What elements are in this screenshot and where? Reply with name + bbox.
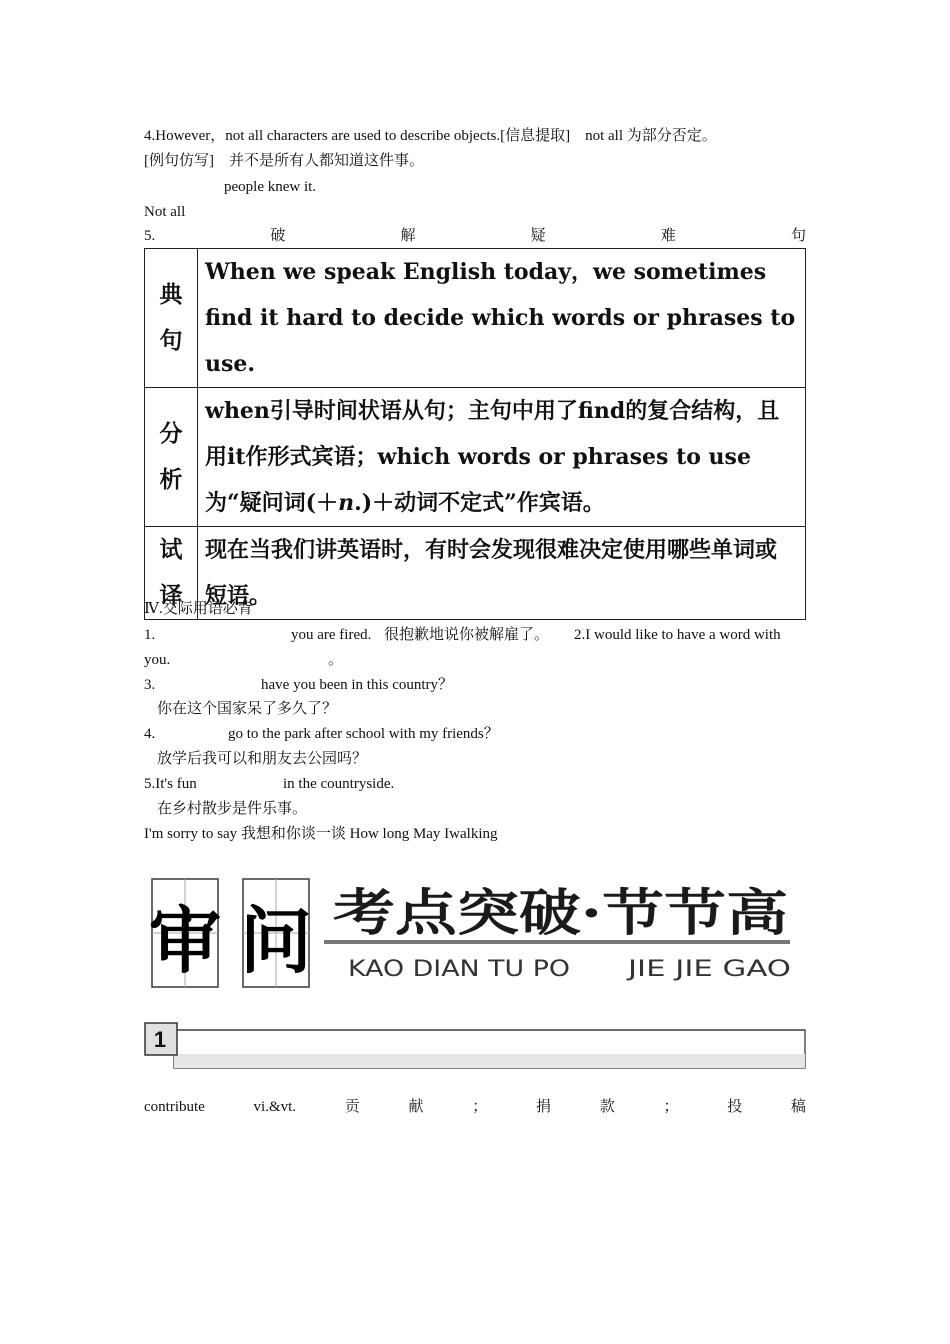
vocab-part: 献 xyxy=(408,1099,424,1115)
banner-pinyin-right: JIE JIE GAO xyxy=(625,957,791,982)
heading-part: 解 xyxy=(400,228,416,244)
char-box-2 xyxy=(240,879,312,987)
q4-translation: 放学后我可以和朋友去公园吗？ xyxy=(157,751,368,767)
q2-translation: 。 xyxy=(328,652,344,668)
line-not-all: Not all xyxy=(144,204,186,220)
heading-part: 5. xyxy=(144,228,156,244)
q2-end: you. xyxy=(144,652,171,668)
line-difficult-sentence-heading xyxy=(144,226,806,246)
section-banner xyxy=(148,872,798,992)
row-text: when引导时间状语从句；主句中用了find的复合结构，且用it作形式宾语；which words or phrases to use为“疑问词(＋n.)＋动词不定式”作宾语。 xyxy=(198,388,806,527)
banner-title: 考点突破·节节高 xyxy=(333,883,788,942)
q5-end: in the countryside. xyxy=(283,776,395,792)
answer-key: I'm sorry to say 我想和你谈一谈 How long May Iwalking xyxy=(144,826,498,842)
line-people-knew: people knew it. xyxy=(224,179,317,195)
heading-part: 破 xyxy=(270,228,286,244)
row-label: 分 析 xyxy=(145,388,198,527)
char-box-1 xyxy=(149,879,221,987)
line-example-4: 4.However，not all characters are used to describe objects.[信息提取] not all 为部分否定。 xyxy=(144,128,717,144)
row-label: 试 译 xyxy=(145,527,198,620)
heading-part: 疑 xyxy=(530,228,546,244)
q5-text: 5.It's fun xyxy=(144,776,197,792)
row-label: 典 句 xyxy=(145,249,198,388)
vocab-part: 捐 xyxy=(535,1099,551,1115)
q2-text: 2.I would like to have a word with xyxy=(574,627,781,643)
numbered-section-box xyxy=(144,1022,806,1070)
q5-translation: 在乡村散步是件乐事。 xyxy=(157,801,308,817)
section-number: 1 xyxy=(153,1027,167,1052)
heading-part: 难 xyxy=(660,228,676,244)
table-row xyxy=(145,388,806,527)
vocab-part: 款 xyxy=(599,1099,615,1115)
q3-text: have you been in this country？ xyxy=(261,677,454,693)
heading-part: 句 xyxy=(790,228,806,244)
banner-char-2: 问 xyxy=(239,899,313,983)
row-text: 现在当我们讲英语时，有时会发现很难决定使用哪些单词或短语。 xyxy=(198,527,806,620)
vocab-part: 稿 xyxy=(790,1099,806,1115)
q1-text: you are fired. xyxy=(291,627,372,643)
q3-num: 3. xyxy=(144,677,156,693)
q4-num: 4. xyxy=(144,726,156,742)
vocab-pos: vi.&vt. xyxy=(253,1099,297,1115)
vocab-part: 贡 xyxy=(344,1099,360,1115)
table-row xyxy=(145,249,806,388)
section-heading: Ⅳ.交际用语必背 xyxy=(144,601,253,617)
vocab-part: ； xyxy=(472,1099,488,1115)
q3-translation: 你在这个国家呆了多久了？ xyxy=(157,701,338,717)
q1-translation: 很抱歉地说你被解雇了。 xyxy=(384,627,550,643)
banner-pinyin-left: KAO DIAN TU PO xyxy=(348,957,570,982)
sentence-analysis-table xyxy=(144,248,806,620)
vocab-part: ； xyxy=(663,1099,679,1115)
vocab-part: 投 xyxy=(727,1099,743,1115)
q1-num: 1. xyxy=(144,627,156,643)
banner-char-1: 审 xyxy=(148,899,222,983)
vocab-word: contribute xyxy=(144,1099,205,1115)
row-text: When we speak English today，we sometimes find it hard to decide which words or phrases to use. xyxy=(198,249,806,388)
line-imitation: [例句仿写] 并不是所有人都知道这件事。 xyxy=(144,153,424,169)
q4-text: go to the park after school with my friends？ xyxy=(228,726,499,742)
vocab-line xyxy=(144,1097,806,1117)
